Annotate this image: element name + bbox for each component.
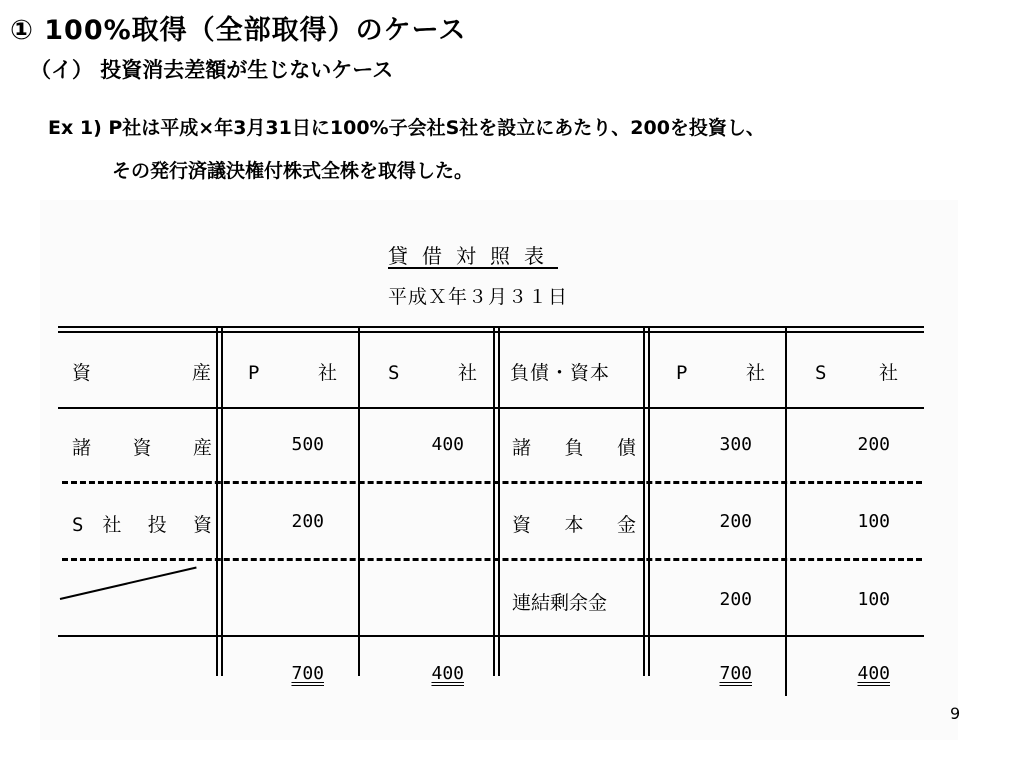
column-rule-1b [221, 326, 223, 676]
row1-right-label: 諸 負 債 [512, 437, 636, 459]
column-rule-1a [216, 326, 218, 676]
row-divider-1 [62, 481, 922, 484]
total-right-p: 700 [719, 663, 752, 684]
header-s-company: S 社 [388, 362, 478, 384]
total-left-s: 400 [431, 663, 464, 684]
page-number: 9 [950, 704, 961, 723]
balance-sheet-title: 貸借対照表 [388, 244, 558, 268]
row2-left-p-value: 200 [291, 511, 324, 532]
row2-right-label: 資 本 金 [512, 514, 636, 536]
row2-right-s-value: 100 [857, 511, 890, 532]
column-rule-4b [648, 326, 650, 676]
totals-rule [58, 635, 924, 637]
row-divider-2 [62, 558, 922, 561]
row1-left-label: 諸 資 産 [72, 437, 212, 459]
total-left-p: 700 [291, 663, 324, 684]
example-text-line2: その発行済議決権付株式全株を取得した。 [112, 160, 474, 182]
row2-left-label: S 社 投 資 [72, 514, 212, 536]
column-rule-5 [785, 326, 787, 696]
column-rule-2 [358, 326, 360, 676]
column-rule-3a [493, 326, 495, 676]
row1-left-s-value: 400 [431, 434, 464, 455]
table-top-rule-double [58, 331, 924, 333]
header-s-company-right: S 社 [815, 362, 899, 384]
row1-left-p-value: 500 [291, 434, 324, 455]
row2-right-p-value: 200 [719, 511, 752, 532]
row3-right-p-value: 200 [719, 589, 752, 610]
header-p-company: P 社 [248, 362, 338, 384]
total-right-s: 400 [857, 663, 890, 684]
column-rule-3b [498, 326, 500, 676]
slide-subheading: （イ） 投資消去差額が生じないケース [30, 58, 394, 82]
row1-right-p-value: 300 [719, 434, 752, 455]
example-text-line1: Ex 1) P社は平成×年3月31日に100%子会社S社を設立にあたり、200を投資し、 [48, 117, 765, 139]
row3-right-label: 連結剰余金 [512, 592, 608, 614]
header-p-company-right: P 社 [676, 362, 766, 384]
row1-right-s-value: 200 [857, 434, 890, 455]
column-rule-4a [643, 326, 645, 676]
slide-heading: ① 100%取得（全部取得）のケース [10, 15, 467, 46]
header-liabilities-equity: 負債・資本 [510, 362, 611, 384]
row3-right-s-value: 100 [857, 589, 890, 610]
table-top-rule [58, 326, 924, 328]
balance-sheet-date: 平成Ｘ年３月３１日 [388, 286, 569, 308]
header-assets: 資 産 [72, 362, 212, 384]
header-bottom-rule [58, 407, 924, 409]
